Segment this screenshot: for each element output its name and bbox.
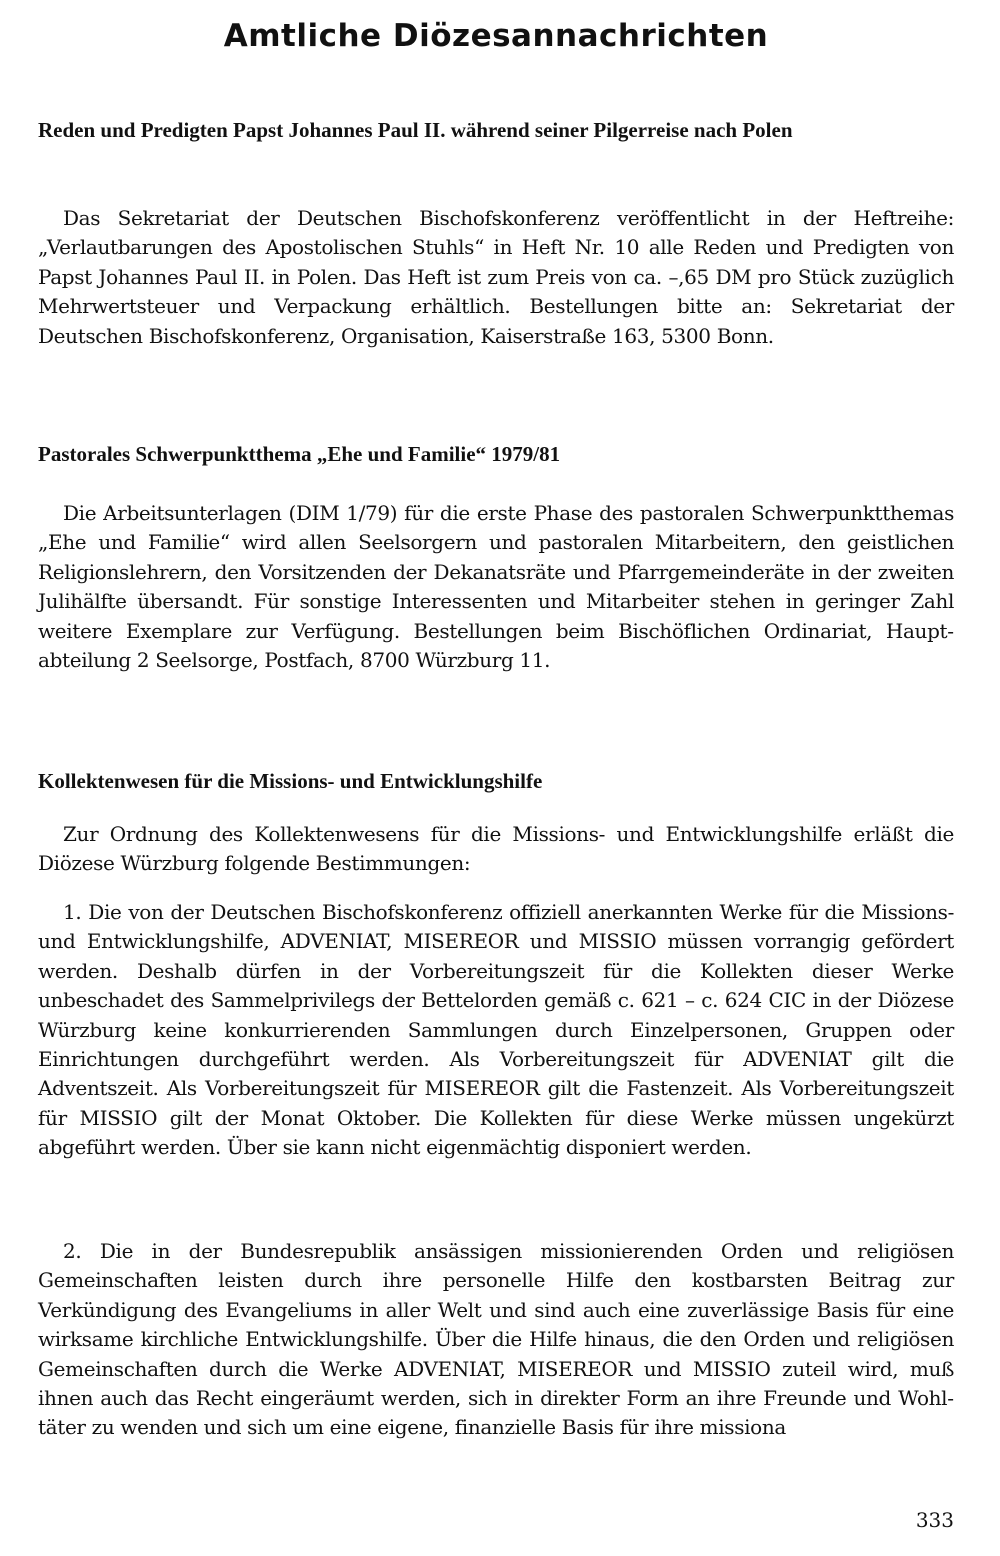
section-heading-pastoral-theme: Pastorales Schwerpunktthema „Ehe und Familie“ 1979/81 <box>38 442 561 466</box>
section-heading-collections: Kollektenwesen für die Missions- und Entwicklungshilfe <box>38 769 543 793</box>
paragraph-collections-intro: Zur Ordnung des Kollektenwesens für die Missions- und Entwicklungshilfe erläßt die Diözese Würzburg folgende Bestimmungen: <box>38 822 954 876</box>
page-number: 333 <box>915 1508 954 1532</box>
paragraph-pastoral-theme: Die Arbeitsunterlagen (DIM 1/79) für die erste Phase des pastoralen Schwerpunktthemas „Ehe und Familie“ wird allen Seelsorgern und pastoralen Mitarbeitern, den geistlichen Religionslehrern, den Vorsitzenden der Dekanatsräte und Pfarrgemeinderäte in der zweiten Julihälfte übersandt. Für sonstige Interessenten und Mitarbeiter stehen in geringer Zahl weitere Exemplare zur Verfügung. Bestellungen beim Bischöflichen Ordinariat, Hauptabteilung 2 Seelsorge, Postfach, 8700 Würzburg 11. <box>38 501 954 673</box>
document-page <box>38 0 954 1556</box>
paragraph-collections-rule-1: 1. Die von der Deutschen Bischofskonferenz offiziell anerkannten Werke für die Missions- und Entwicklungshilfe, ADVENIAT, MISEREOR und MISSIO müssen vorrangig gefördert werden. Deshalb dürfen in der Vorbereitungszeit für die Kollekten dieser Werke unbeschadet des Sammelprivilegs der Bettelorden gemäß c. 621 – c. 624 CIC in der Diözese Würzburg keine konkurrierenden Sammlungen durch Einzelpersonen, Gruppen oder Einrichtungen durchgeführt werden. Als Vorbereitungszeit für ADVENIAT gilt die Adventszeit. Als Vorbereitungszeit für MISEREOR gilt die Fastenzeit. Als Vorbereitungszeit für MISSIO gilt der Monat Oktober. Die Kollekten für diese Werke müssen ungekürzt abgeführt werden. Über sie kann nicht eigenmächtig disponiert werden. <box>38 900 954 1160</box>
section-heading-papal-speeches: Reden und Predigten Papst Johannes Paul II. während seiner Pilgerreise nach Polen <box>38 118 793 142</box>
paragraph-collections-rule-2: 2. Die in der Bundesrepublik ansässigen missionierenden Orden und religiösen Gemeinschaften leisten durch ihre personelle Hilfe den kostbarsten Beitrag zur Verkündigung des Evangeliums in aller Welt und sind auch eine zuverlässige Basis für eine wirksame kirchliche Entwicklungshilfe. Über die Hilfe hinaus, die den Orden und religiösen Gemeinschaften durch die Werke ADVENIAT, MISEREOR und MISSIO zuteil wird, muß ihnen auch das Recht eingeräumt werden, sich in direkter Form an ihre Freunde und Wohltäter zu wenden und sich um eine eigene, finanzielle Basis für ihre missiona <box>38 1239 954 1440</box>
page-title: Amtliche Diözesannachrichten <box>223 18 769 54</box>
paragraph-papal-speeches: Das Sekretariat der Deutschen Bischofskonferenz veröffentlicht in der Heftreihe: „Verlautbarungen des Apostolischen Stuhls“ in Heft Nr. 10 alle Reden und Predigten von Papst Johannes Paul II. in Polen. Das Heft ist zum Preis von ca. –,65 DM pro Stück zuzüglich Mehrwertsteuer und Verpackung erhältlich. Bestellungen bitte an: Sekretariat der Deutschen Bischofskonferenz, Organisation, Kaiserstraße 163, 5300 Bonn. <box>38 206 954 348</box>
